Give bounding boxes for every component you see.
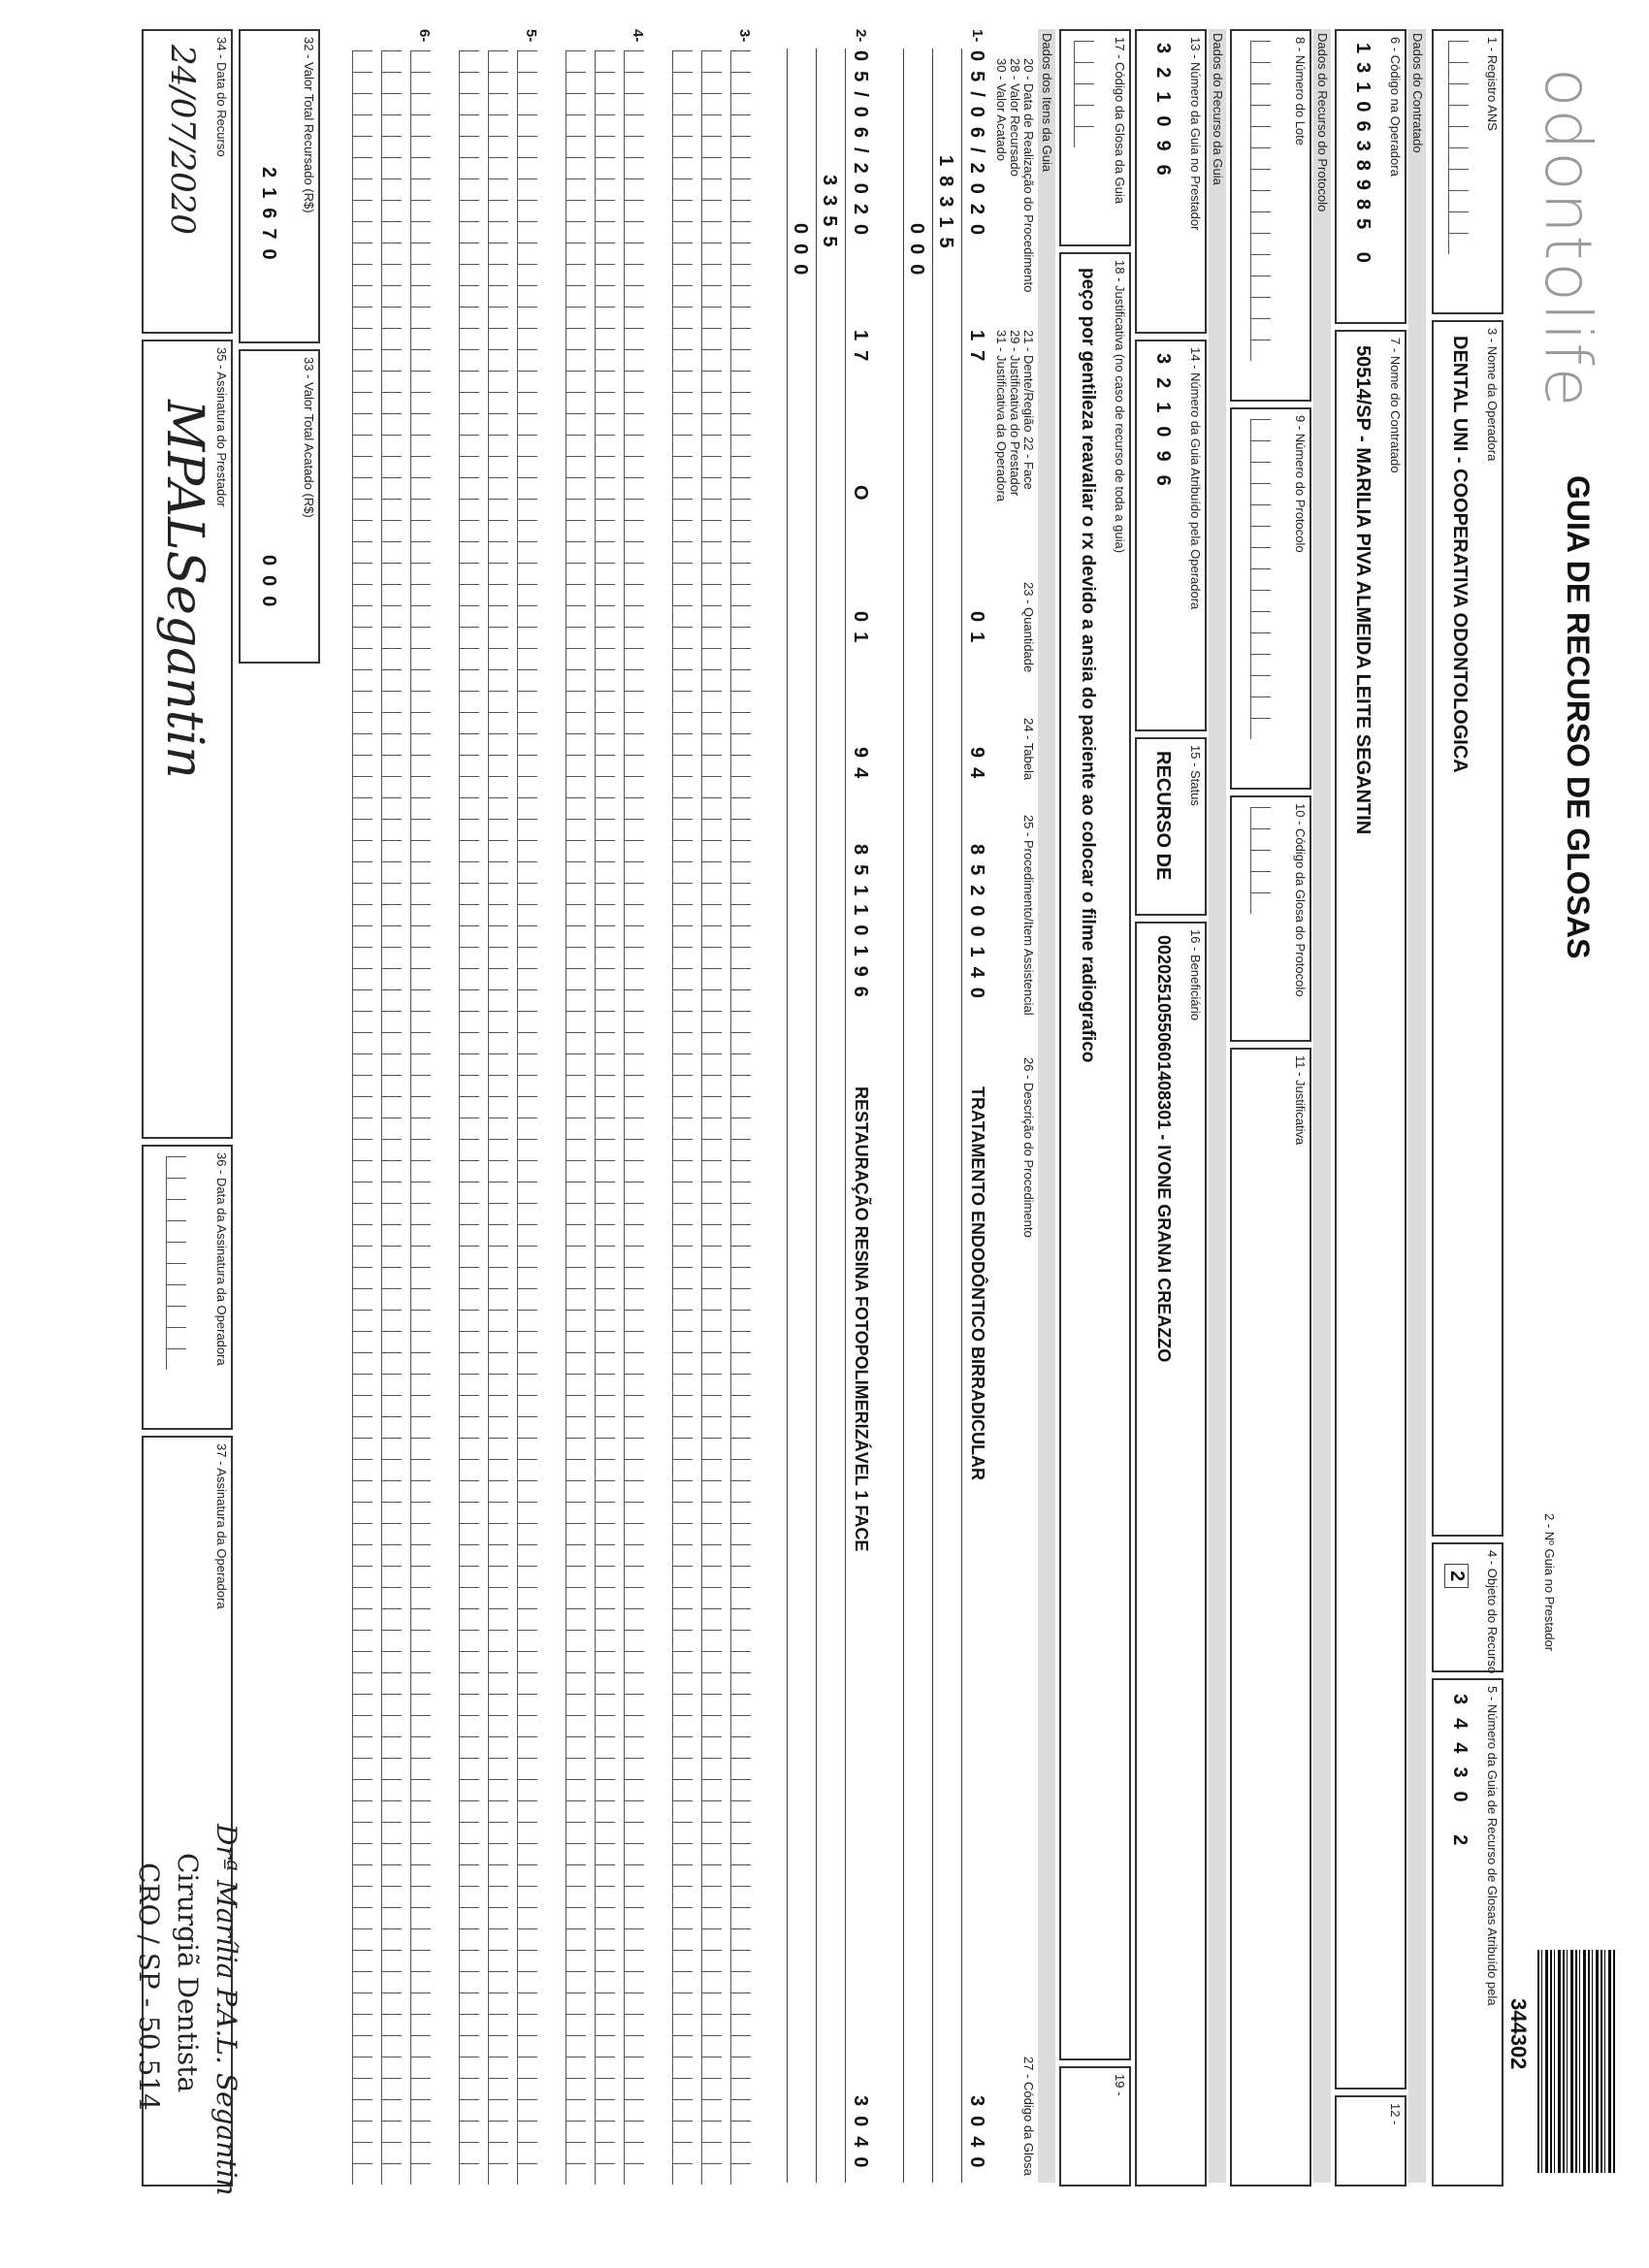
field-6-value: 1310638985 0: [1352, 43, 1374, 272]
field-34-label: 34 - Data do Recurso: [214, 37, 229, 157]
col-31-header: 31 - Justificativa da Operadora: [994, 330, 1009, 502]
field-34-value: 24/07/2020: [163, 45, 202, 235]
item-table: 94: [850, 747, 871, 789]
field-4-box[interactable]: [1432, 1542, 1504, 1672]
field-1-label: 1 - Registro ANS: [1485, 37, 1500, 131]
field-8-cells[interactable]: [1250, 41, 1271, 361]
field-32-value: 21670: [258, 167, 279, 270]
stamp-line-3: CRO / SP - 50.514: [133, 1863, 165, 2111]
item-description: RESTAURAÇÃO RESINA FOTOPOLIMERIZÁVEL 1 FACE: [852, 1086, 871, 1552]
field-36-cells[interactable]: [166, 1156, 186, 1370]
col-24-header: 24 - Tabela: [1021, 718, 1036, 781]
field-14-label: 14 - Número da Guia Atribuído pela Operadora: [1188, 347, 1203, 610]
provider-signature: MPALSegantin: [155, 400, 213, 779]
item-number: 4-: [630, 29, 646, 43]
item-rule: [961, 49, 962, 2183]
field-2-label: 2 - Nº Guia no Prestador: [1542, 1513, 1557, 1652]
field-3-box[interactable]: [1432, 320, 1504, 1537]
field-15-box[interactable]: [1135, 737, 1207, 916]
col-20-header: 20 - Data de Realização do Procedimento: [1021, 58, 1036, 293]
field-14-value: 321096: [1152, 353, 1174, 500]
item-cells[interactable]: [410, 50, 431, 2185]
guia-section-title: Dados do Recurso da Guia: [1211, 33, 1225, 185]
field-16-box[interactable]: [1135, 922, 1207, 2187]
item-glosa-code: 3040: [966, 2095, 987, 2178]
field-33-box[interactable]: [239, 349, 320, 664]
col-26-header: 26 - Descrição do Procedimento: [1021, 1057, 1036, 1238]
field-13-box[interactable]: [1135, 29, 1207, 334]
col-23-header: 23 - Quantidade: [1021, 582, 1036, 673]
item-valor-recursado: 3355: [819, 175, 840, 257]
field-17-cells[interactable]: [1074, 41, 1094, 147]
field-7-value: 50514/SP - MARILIA PIVA ALMEIDA LEITE SEGANTIN: [1352, 345, 1374, 835]
barcode-number: 344302: [1506, 1998, 1531, 2070]
field-5-label: 5 - Número da Guia de Recurso de Glosas Atribuído pela: [1485, 1686, 1500, 2006]
item-number: 3-: [736, 29, 753, 43]
field-18-box[interactable]: [1059, 252, 1131, 2060]
field-18-label: 18 - Justificativa (no caso de recurso de toda a guia): [1113, 260, 1127, 554]
field-19-box[interactable]: [1059, 2066, 1131, 2187]
field-8-label: 8 - Número do Lote: [1293, 37, 1308, 146]
item-valor-recursado: 18315: [935, 155, 956, 258]
field-5-box[interactable]: [1432, 1678, 1504, 2187]
field-11-box[interactable]: [1230, 1048, 1311, 2187]
protocolo-section-bar: [1313, 29, 1331, 2183]
barcode: [1537, 1950, 1615, 2173]
field-12-label: 12 -: [1388, 2103, 1403, 2125]
field-16-value: 00202510550601408301 - IVONE GRANAI CREAZZO: [1154, 935, 1174, 1363]
field-35-label: 35 - Assinatura do Prestador: [214, 347, 229, 507]
field-33-label: 33 - Valor Total Acatado (R$): [302, 357, 316, 518]
company-logo: odontolife: [1531, 68, 1605, 409]
contratado-section-title: Dados do Contratado: [1410, 33, 1425, 153]
field-9-label: 9 - Número do Protocolo: [1293, 415, 1308, 553]
field-8-box[interactable]: [1230, 29, 1311, 402]
items-section-title: Dados dos Itens da Guia: [1040, 33, 1054, 173]
field-32-box[interactable]: [239, 29, 320, 343]
item-number: 6-: [416, 29, 433, 43]
item-description: TRATAMENTO ENDODÔNTICO BIRRADICULAR: [968, 1086, 987, 1480]
col-22-header: 22 - Face: [1021, 437, 1036, 490]
item-procedure-code: 85200140: [966, 844, 987, 1008]
item-number: 2-: [853, 29, 869, 43]
field-35-box[interactable]: [142, 340, 233, 1139]
item-cells[interactable]: [701, 50, 722, 2185]
guia-section-bar: [1209, 29, 1226, 2183]
item-row: [660, 29, 757, 2183]
item-number: 5-: [523, 29, 539, 43]
item-rule: [845, 49, 846, 2183]
item-valor-acatado: 000: [906, 223, 927, 285]
field-6-label: 6 - Código na Operadora: [1388, 37, 1403, 177]
item-row: [340, 29, 436, 2183]
item-cells[interactable]: [459, 50, 479, 2185]
field-16-label: 16 - Beneficiário: [1188, 929, 1203, 1021]
stamp-line-2: Cirurgiã Dentista: [172, 1853, 204, 2093]
item-cells[interactable]: [624, 50, 644, 2185]
item-rule: [816, 49, 817, 2183]
protocolo-section-title: Dados do Recurso do Protocolo: [1315, 33, 1330, 212]
field-13-label: 13 - Número da Guia no Prestador: [1188, 37, 1203, 231]
field-37-label: 37 - Assinatura da Operadora: [214, 1443, 229, 1609]
item-cells[interactable]: [595, 50, 615, 2185]
item-procedure-code: 85110196: [850, 844, 871, 1007]
item-date: 05/06/2020: [850, 50, 871, 245]
doctor-stamp: [48, 1824, 242, 2231]
field-1-box[interactable]: [1432, 29, 1504, 314]
item-cells[interactable]: [517, 50, 537, 2185]
item-row: [553, 29, 650, 2183]
form-title: GUIA DE RECURSO DE GLOSAS: [1561, 475, 1596, 959]
field-19-label: 19 -: [1113, 2074, 1127, 2096]
field-36-box[interactable]: [142, 1145, 233, 1430]
col-27-header: 27 - Código da Glosa: [1021, 2057, 1036, 2176]
field-34-box[interactable]: [142, 29, 233, 334]
field-9-box[interactable]: [1230, 407, 1311, 790]
item-glosa-code: 3040: [850, 2095, 871, 2178]
item-rule: [903, 49, 904, 2183]
field-33-value: 000: [258, 555, 279, 617]
field-7-box[interactable]: [1335, 330, 1406, 2090]
field-6-box[interactable]: [1335, 29, 1406, 324]
col-25-header: 25 - Procedimento/Item Assistencial: [1021, 815, 1036, 1016]
col-21-header: 21 - Dente/Região: [1021, 330, 1036, 433]
field-3-label: 3 - Nome da Operadora: [1485, 328, 1500, 462]
item-cells[interactable]: [352, 50, 372, 2185]
item-date: 05/06/2020: [966, 50, 987, 245]
field-10-cells[interactable]: [1250, 807, 1271, 914]
field-14-box[interactable]: [1135, 340, 1207, 731]
field-12-box[interactable]: [1335, 2095, 1406, 2187]
col-28-header: 28 - Valor Recursado: [1008, 58, 1022, 177]
item-cells[interactable]: [488, 50, 508, 2185]
item-cells[interactable]: [672, 50, 693, 2185]
item-cells[interactable]: [566, 50, 586, 2185]
item-table: 94: [966, 747, 987, 789]
field-7-label: 7 - Nome do Contratado: [1388, 338, 1403, 473]
field-4-label: 4 - Objeto do Recurso: [1485, 1550, 1500, 1674]
field-3-value: DENTAL UNI - COOPERATIVA ODONTOLOGICA: [1449, 336, 1471, 773]
item-cells[interactable]: [730, 50, 751, 2185]
item-qty: 01: [850, 611, 871, 653]
field-36-label: 36 - Data da Assinatura da Operadora: [214, 1152, 229, 1366]
field-9-cells[interactable]: [1250, 419, 1271, 739]
item-rule: [787, 49, 788, 2183]
item-rule: [932, 49, 933, 2183]
field-1-cells[interactable]: [1448, 41, 1469, 254]
item-face: O: [850, 485, 871, 501]
item-row: [883, 29, 989, 2183]
field-10-label: 10 - Código da Glosa do Protocolo: [1293, 803, 1308, 997]
field-15-label: 15 - Status: [1188, 745, 1203, 806]
item-valor-acatado: 000: [790, 223, 811, 285]
items-section-bar: [1038, 29, 1055, 2183]
item-tooth: 17: [850, 330, 871, 372]
field-4-value: 2: [1444, 1564, 1469, 1588]
field-13-value: 321096: [1152, 43, 1174, 189]
contratado-section-bar: [1408, 29, 1426, 2183]
item-row: [766, 29, 873, 2183]
field-17-label: 17 - Código da Glosa da Guia: [1113, 37, 1127, 204]
item-qty: 01: [966, 611, 987, 653]
item-tooth: 17: [966, 330, 987, 372]
field-15-value: RECURSO DE: [1152, 751, 1174, 881]
col-30-header: 30 - Valor Acatado: [994, 58, 1009, 161]
field-18-value: peço por gentileza reavaliar o rx devido a ansia do paciente ao colocar o filme radiografico: [1078, 268, 1098, 1063]
item-row: [446, 29, 543, 2183]
field-11-label: 11 - Justificativa: [1293, 1055, 1308, 1146]
col-29-header: 29 - Justificativa do Prestador: [1008, 330, 1022, 497]
field-10-box[interactable]: [1230, 795, 1311, 1042]
stamp-line-1: Drª Marília P.A.L. Segantin: [210, 1824, 242, 2196]
field-17-box[interactable]: [1059, 29, 1131, 246]
item-cells[interactable]: [381, 50, 402, 2185]
field-5-value: 34430 2: [1449, 1694, 1471, 1860]
field-32-label: 32 - Valor Total Recursado (R$): [302, 37, 316, 213]
item-number: 1-: [969, 29, 986, 43]
